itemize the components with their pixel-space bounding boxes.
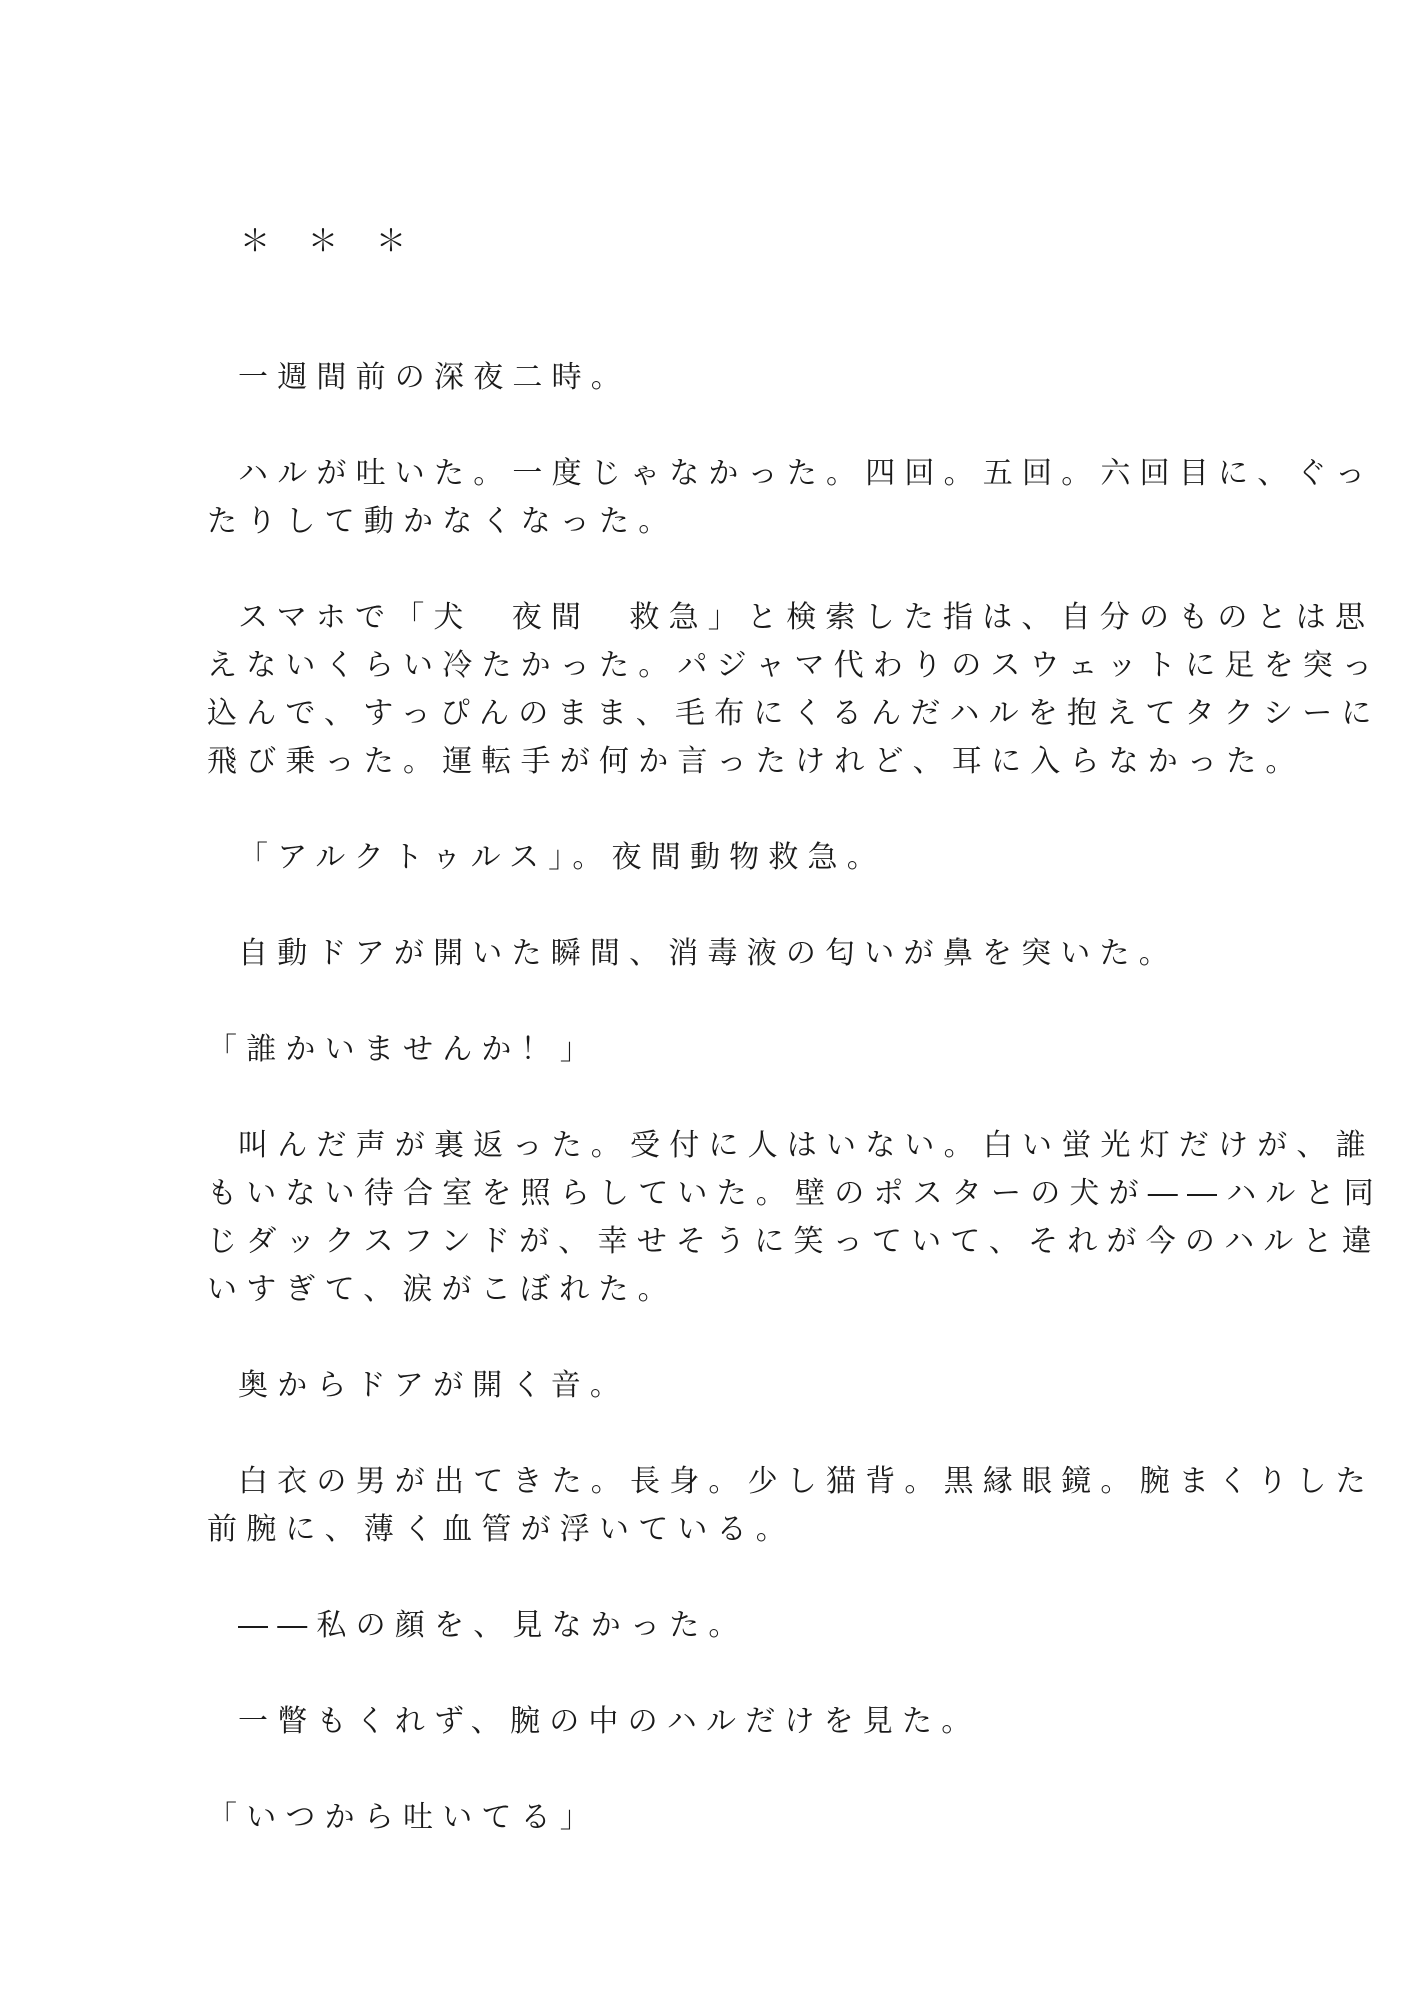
paragraph-line: ――私の顔を、見なかった。	[238, 1608, 748, 1643]
paragraph-line: 前腕に、薄く血管が浮いている。	[207, 1512, 795, 1547]
dialogue-line: 「いつから吐いてる」	[207, 1800, 599, 1835]
paragraph-line: もいない待合室を照らしていた。壁のポスターの犬が――ハルと同	[207, 1176, 1383, 1211]
paragraph-line: じダックスフンドが、幸せそうに笑っていて、それが今のハルと違	[207, 1224, 1381, 1259]
paragraph-line: 「アルクトゥルス」。夜間動物救急。	[238, 840, 886, 875]
paragraph-line: 一瞥もくれず、腕の中のハルだけを見た。	[238, 1704, 981, 1739]
paragraph-line: 一週間前の深夜二時。	[238, 360, 630, 395]
paragraph-line: 飛び乗った。運転手が何か言ったけれど、耳に入らなかった。	[207, 744, 1305, 779]
paragraph-line: えないくらい冷たかった。パジャマ代わりのスウェットに足を突っ	[207, 648, 1382, 683]
separator-asterisk: ＊	[240, 224, 270, 259]
scene-break-separator	[240, 222, 444, 262]
paragraph-line: たりして動かなくなった。	[207, 504, 678, 539]
paragraph-line: 叫んだ声が裏返った。受付に人はいない。白い蛍光灯だけが、誰	[238, 1128, 1375, 1163]
paragraph-line: ハルが吐いた。一度じゃなかった。四回。五回。六回目に、ぐっ	[238, 456, 1375, 491]
separator-asterisk: ＊	[308, 224, 338, 259]
paragraph-line: スマホで「犬 夜間 救急」と検索した指は、自分のものとは思	[238, 600, 1375, 635]
dialogue-line: 「誰かいませんか！」	[207, 1032, 599, 1067]
paragraph-line: いすぎて、涙がこぼれた。	[207, 1272, 677, 1307]
paragraph-line: 奥からドアが開く音。	[238, 1368, 630, 1403]
paragraph-line: 込んで、すっぴんのまま、毛布にくるんだハルを抱えてタクシーに	[207, 696, 1381, 731]
paragraph-line: 自動ドアが開いた瞬間、消毒液の匂いが鼻を突いた。	[238, 936, 1178, 971]
separator-asterisk: ＊	[376, 224, 406, 259]
paragraph-line: 白衣の男が出てきた。長身。少し猫背。黒縁眼鏡。腕まくりした	[238, 1464, 1375, 1499]
